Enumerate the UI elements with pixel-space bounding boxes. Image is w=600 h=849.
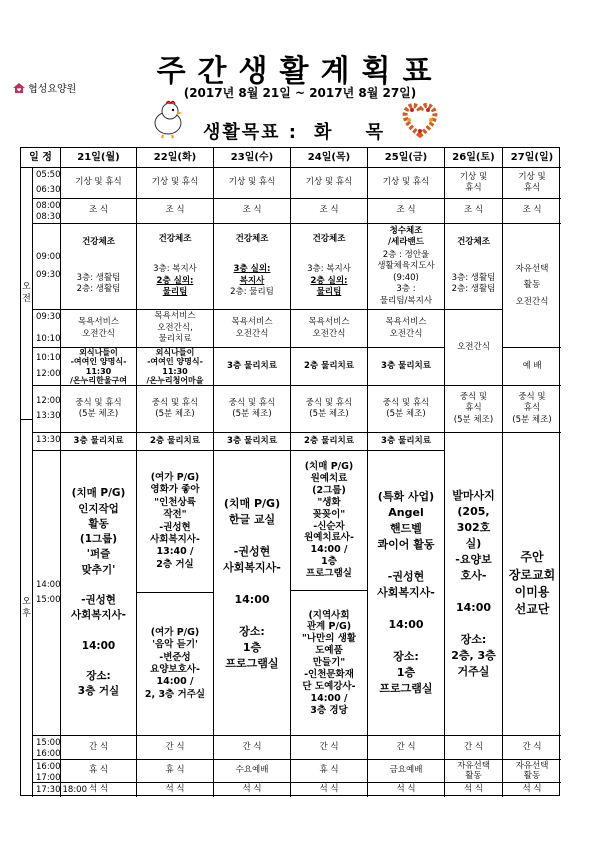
cell-health-exercise: 건강체조 3층: 복지사 2층 실외: 물리팀 (291, 224, 368, 310)
cell-bath-snack: 목욕서비스 오전간식, 물리치료 (137, 310, 214, 348)
cell-health-exercise: 건강체조 3층: 복지사 2층 실외: 물리팀 (137, 224, 214, 310)
cell-rest: 휴 식 (291, 760, 368, 783)
cell-program-dementia: (치매 P/G) 인지작업 활동 (1그룹) '퍼즐 맞추기' -권성현 사회복지사- 14:00 장소: 3층 거실 (61, 451, 137, 736)
cell-snack: 간 식 (368, 736, 445, 760)
cell-lunch: 중식 및 휴식 (5분 체조) (137, 386, 214, 433)
cell-program-leisure-music: (여가 P/G) '음악 듣기' -변준성 요양보호사- 14:00 / 2, 3층 거주실 (137, 593, 214, 736)
cell-lunch: 중식 및 휴식 (5분 체조) (291, 386, 368, 433)
cell-outing: 외식나들이 -여여인 양명식- 11:30 /온누리한울구여 (61, 348, 137, 386)
time-cell: 12:00 13:30 (33, 386, 61, 433)
header-day: 23일(수) (214, 148, 291, 168)
cell-snack: 간 식 (61, 736, 137, 760)
life-goal (0, 118, 600, 144)
cell-outing: 외식나들이 -여여인 양명식- 11:30 /온누리청어마을 (137, 348, 214, 386)
cell-breakfast: 조 식 (214, 199, 291, 224)
cell-dinner: 석 식 (368, 783, 445, 797)
cell-wake: 기상 및 휴식 (214, 168, 291, 199)
cell-program-leisure-movie: (여가 P/G) 영화가 좋아 "인천상륙 작전" -권성현 사회복지사- 13:40 / 2층 거실 (137, 451, 214, 593)
cell-friday-worship: 금요예배 (368, 760, 445, 783)
cell-lunch: 중식 및 휴식 (5분 체조) (61, 386, 137, 433)
cell-breakfast: 조 식 (137, 199, 214, 224)
cell-dinner: 석 식 (61, 783, 137, 797)
cell-health-exercise: 건강체조 3층: 생활팀 2층: 생활팀 (445, 224, 503, 310)
cell-worship: 예 배 (503, 348, 561, 386)
cell-physio: 3층 물리치료 (61, 433, 137, 451)
header-day: 25일(금) (368, 148, 445, 168)
cell-bath-snack: 목욕서비스 오전간식 (368, 310, 445, 348)
cell-dinner: 석 식 (137, 783, 214, 797)
cell-breakfast: 조 식 (291, 199, 368, 224)
time-cell: 15:00 16:00 (33, 736, 61, 760)
cell-breakfast: 조 식 (61, 199, 137, 224)
cell-am-snack: 오전간식 (445, 310, 503, 386)
cell-dinner: 석 식 (522, 784, 542, 795)
cell-dinner: 석 식 (445, 783, 503, 797)
time-cell: 14:00 15:00 (33, 451, 61, 736)
time-cell: 09:00 09:30 (33, 224, 61, 310)
cell-snack: 간 식 (137, 736, 214, 760)
cell-physio: 2층 물리치료 (137, 433, 214, 451)
page-title: 주간생활계획표 (156, 54, 444, 89)
cell-wake: 기상 및 휴식 (445, 168, 503, 199)
cell-physio: 3층 물리치료 (368, 433, 445, 451)
cell-bath-snack: 목욕서비스 오전간식 (214, 310, 291, 348)
goal-value: 화 목 (313, 122, 398, 143)
cell-dinner: 석 식 (291, 783, 368, 797)
cell-program-foot-massage: 발마사지 (205, 302호 실) -요양보 호사- 14:00 장소: 2층, 3층 거주실 (445, 433, 503, 736)
side-label-morning: 오 전 (21, 168, 33, 420)
cell-free-activity: 자유선택 활동 (445, 760, 503, 783)
cell-snack: 간 식 (214, 736, 291, 760)
date-range: (2017년 8월 21일 ~ 2017년 8월 27일) (183, 86, 417, 100)
time-cell: 05:50 06:30 (33, 168, 61, 199)
cell-physio: 3층 물리치료 (214, 348, 291, 386)
cell-wake: 기상 및 휴식 (291, 168, 368, 199)
cell-rest: 휴 식 (61, 760, 137, 783)
cell-bath-snack: 목욕서비스 오전간식 (291, 310, 368, 348)
side-label-afternoon: 오 후 (21, 420, 33, 797)
cell-snack: 간 식 (503, 736, 561, 760)
header-schedule: 일 정 (21, 148, 61, 168)
cell-program-pottery: (지역사회 관계 P/G) "나만의 생활 도예품 만들기" -인천문화재 단 도예강사- 14:00 / 3층 경당 (291, 591, 368, 736)
cell-physio: 2층 물리치료 (291, 433, 368, 451)
cell-snack: 간 식 (445, 736, 503, 760)
cell-wake: 기상 및 휴식 (61, 168, 137, 199)
cell-physio: 2층 물리치료 (291, 348, 368, 386)
org-name: 협성요양원 (28, 84, 77, 95)
cell-lunch: 중식 및 휴식 (5분 체조) (214, 386, 291, 433)
header-day: 21일(월) (61, 148, 137, 168)
cell-health-exercise: 건강체조 3층 실외: 복지사 2층: 물리팀 (214, 224, 291, 310)
cell-health-exercise: 청수체조 /세라밴드 2층 : 정안울 생활체육지도사 (9:40) 3층 : 물리팀/복지사 (368, 224, 445, 310)
cell-breakfast: 조 식 (368, 199, 445, 224)
cell-rest: 휴 식 (137, 760, 214, 783)
cell-bath-snack: 목욕서비스 오전간식 (61, 310, 137, 348)
goal-label: 생활목표 : (202, 122, 298, 143)
cell-lunch: 중식 및 휴식 (5분 체조) (503, 386, 561, 433)
time-cell: 17:30 18:00 (33, 783, 61, 797)
time-cell: 13:30 (33, 433, 61, 451)
time-cell: 08:00 08:30 (33, 199, 61, 224)
cell-free-activity: 자유선택 활동 (503, 760, 561, 783)
cell-breakfast: 조 식 (503, 199, 561, 224)
cell-program-horticulture: (치매 P/G) 원예치료 (2그룹) "생화 꽂꽂이" -신순자 원예치료사- 14:00 / 1층 프로그램실 (291, 451, 368, 591)
cell-wednesday-worship: 수요예배 (214, 760, 291, 783)
cell-free-activity: 자유선택 활동 오전간식 (503, 224, 561, 348)
cell-dinner: 석 식 (214, 783, 291, 797)
cell-program-hangul: (치매 P/G) 한글 교실 -권성현 사회복지사- 14:00 장소: 1층 프로그램실 (214, 433, 291, 736)
cell-breakfast: 조 식 (445, 199, 503, 224)
cell-physio: 3층 물리치료 (368, 348, 445, 386)
weekly-schedule-table (20, 147, 560, 796)
header-day: 27일(일) (503, 148, 561, 168)
cell-lunch: 중식 및 휴식 (5분 체조) (368, 386, 445, 433)
cell-physio: 3층 물리치료 (214, 433, 291, 451)
cell-program-beauty-mission: 주안 장로교회 이미용 선교단 (503, 433, 561, 736)
time-cell: 10:10 12:00 (33, 348, 61, 386)
cell-wake: 기상 및 휴식 (503, 168, 561, 199)
header-day: 22일(화) (137, 148, 214, 168)
header-day: 26일(토) (445, 148, 503, 168)
time-cell: 16:00 17:00 (33, 760, 61, 783)
cell-wake: 기상 및 휴식 (137, 168, 214, 199)
cell-health-exercise: 건강체조 3층: 생활팀 2층: 생활팀 (61, 224, 137, 310)
cell-snack: 간 식 (291, 736, 368, 760)
time-cell: 09:30 10:10 (33, 310, 61, 348)
cell-lunch: 중식 및 휴식 (5분 체조) (445, 386, 503, 433)
cell-wake: 기상 및 휴식 (368, 168, 445, 199)
header-day: 24일(목) (291, 148, 368, 168)
cell-program-handbell: (특화 사업) Angel 핸드벨 콰이어 활동 -권성현 사회복지사- 14:00 장소: 1층 프로그램실 (368, 451, 445, 736)
